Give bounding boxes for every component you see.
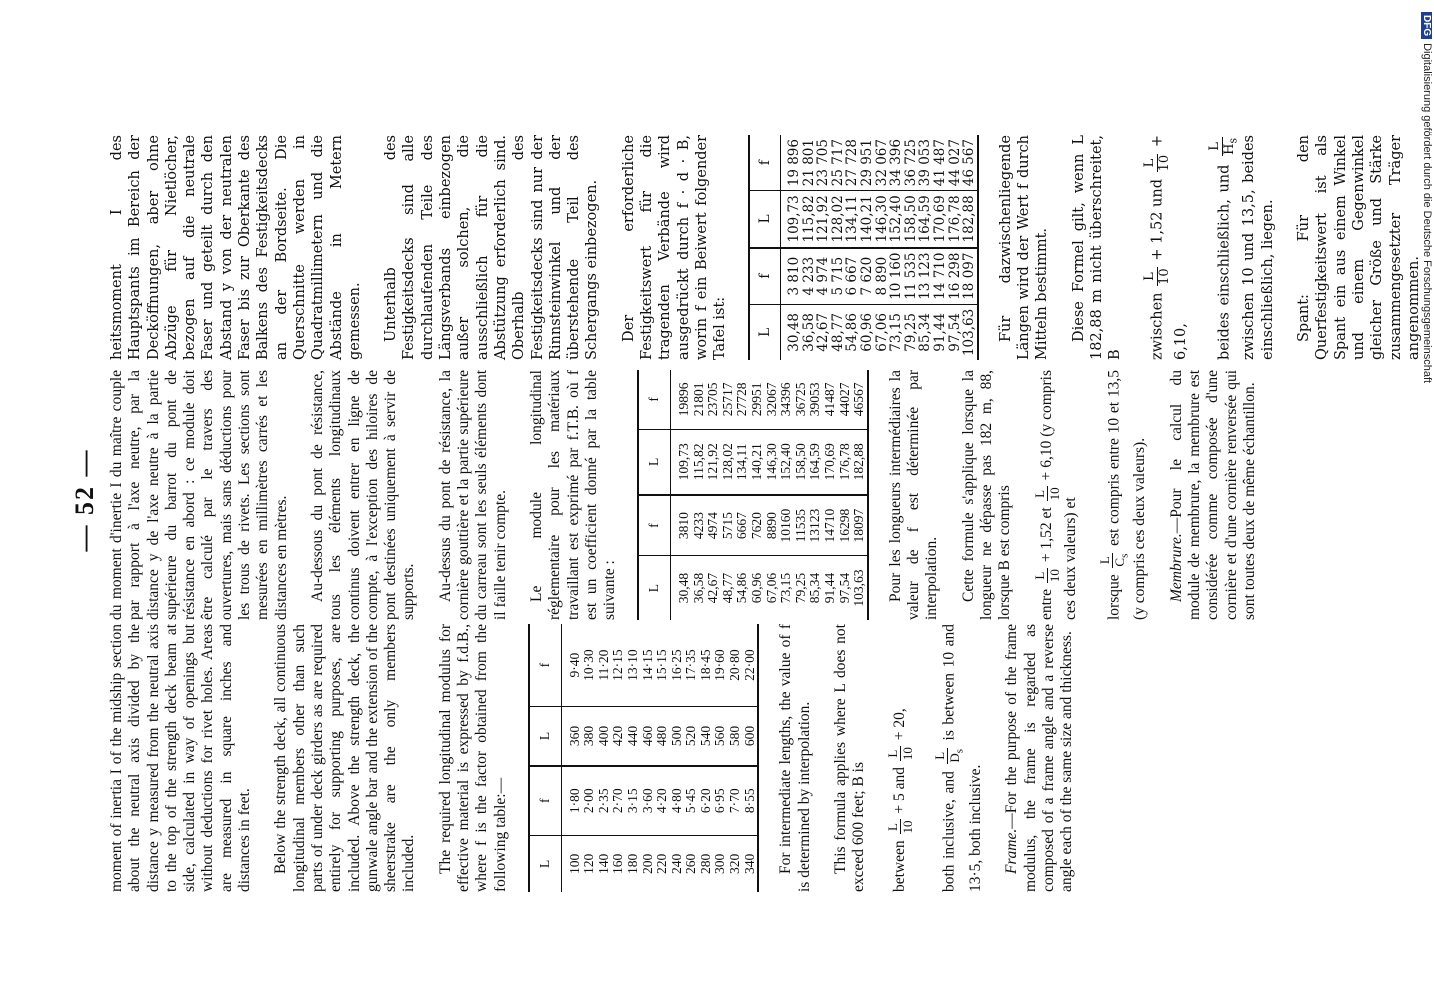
fraction-L-over-Ds: L $D_s$	[932, 749, 967, 763]
cell-L: 500	[670, 707, 685, 766]
cell-L: 134,11	[735, 429, 750, 495]
cell-f: 27728	[735, 370, 750, 429]
table-row	[904, 135, 919, 360]
cell-f: 12·15	[611, 624, 626, 707]
cell-f: 10·30	[582, 624, 597, 707]
cell-L: 109,73	[781, 191, 802, 248]
en-formula-1	[886, 624, 915, 892]
cell-f: 15·15	[655, 624, 670, 707]
cell-L: 176,78	[838, 429, 853, 495]
table-row	[611, 624, 626, 892]
cell-f: 16·25	[670, 624, 685, 707]
cell-L: 152,40	[889, 191, 904, 248]
cell-L: 580	[728, 707, 743, 766]
cell-f: 3 810	[781, 248, 802, 305]
spant-heading: Spant:	[1296, 294, 1313, 342]
fraction-L-over-10: L 10	[885, 747, 916, 761]
cell-f: 7·70	[728, 766, 743, 835]
cell-f: 5715	[721, 495, 736, 556]
cell-f: 44027	[838, 370, 853, 429]
cell-f: 2·00	[582, 766, 597, 835]
cell-L: 200	[639, 853, 655, 874]
cell-f: 6·95	[713, 766, 728, 835]
en-frame-paragraph: Frame.—For the purpose of the frame modulus, the frame is regarded as composed of a frame angle and a reverse angle each of the same size and thickness.	[1003, 624, 1076, 892]
cell-f: 8·55	[743, 766, 759, 835]
cell-L: 240	[668, 853, 684, 874]
de-formula-1	[1143, 135, 1190, 360]
cell-L: 30,48	[676, 572, 692, 604]
table-row	[561, 624, 582, 892]
cell-f: 29951	[750, 370, 765, 429]
cell-L: 260	[683, 853, 699, 874]
de-paragraph-5: Diese Formel gilt, wenn L 182,88 m nicht überschreitet, B	[1070, 135, 1124, 360]
cell-f: 11·20	[597, 624, 612, 707]
table-header-L: L	[638, 429, 670, 495]
cell-f: 8890	[765, 495, 780, 556]
cell-f: 32 067	[875, 135, 890, 191]
cell-L: 48,77	[829, 313, 846, 352]
cell-L: 540	[699, 707, 714, 766]
cell-L: 91,44	[821, 572, 837, 604]
cell-f: 19896	[671, 370, 692, 429]
cell-f: 18·45	[699, 624, 714, 707]
cell-f: 20·80	[728, 624, 743, 707]
table-header-L: L	[529, 707, 561, 766]
cell-L: 146,30	[875, 191, 890, 248]
fr-paragraph-6: Cette formule s'applique lorsque la longueur ne dépasse pas 182 m, 88, lorsque B est compris	[959, 370, 1014, 620]
table-row	[750, 370, 765, 620]
credit-text: Digitalisierung gefördert durch die Deutsche Forschungsgemeinschaft	[1421, 43, 1433, 384]
table-header-f: f	[749, 248, 781, 305]
cell-f: 6 667	[845, 248, 860, 305]
cell-f: 36725	[794, 370, 809, 429]
cell-f: 19·60	[713, 624, 728, 707]
cell-f: 21801	[692, 370, 707, 429]
cell-L: 140	[595, 853, 611, 874]
table-row	[852, 370, 868, 620]
table-row	[838, 370, 853, 620]
cell-f: 7 620	[860, 248, 875, 305]
table-row	[582, 624, 597, 892]
cell-L: 170,69	[823, 429, 838, 495]
formula-text: + 1,52 und	[1149, 178, 1166, 261]
table-header-L: L	[529, 835, 561, 892]
cell-L: 42,67	[815, 313, 832, 352]
cell-f: 19 896	[781, 135, 802, 191]
cell-L: 67,06	[763, 572, 779, 604]
cell-f: 34396	[779, 370, 794, 429]
cell-L: 520	[684, 707, 699, 766]
cell-f: 4·80	[670, 766, 685, 835]
cell-L: 97,54	[836, 572, 852, 604]
cell-L: 220	[654, 853, 670, 874]
cell-L: 140,21	[860, 191, 875, 248]
fraction-L-over-Hs: L $H_s$	[1206, 137, 1240, 155]
formula-text: + 1,52 et	[1037, 507, 1055, 563]
cell-L: 128,02	[831, 191, 846, 248]
cell-f: 3810	[671, 495, 692, 556]
de-paragraph-4: Für dazwischenliegende Längen wird der Wert f durch Mitteln bestimmt.	[997, 135, 1051, 360]
cell-f: 9·40	[561, 624, 582, 707]
frame-heading: Frame.	[1003, 828, 1021, 874]
table-row	[721, 370, 736, 620]
formula-text: zwischen 10 und 13,5, beides einschließlich, liegen.	[1241, 135, 1276, 360]
formula-text: + 6,10 (y compris ces deux valeurs) et	[1037, 369, 1079, 620]
fr-paragraph-5: Pour les longueurs intermédiaires la valeur de f est déterminée par interpolation.	[886, 370, 941, 620]
cell-L: 115,82	[692, 429, 707, 495]
cell-L: 103,63	[851, 569, 867, 607]
cell-L: 36,58	[800, 313, 817, 352]
cell-L: 121,92	[816, 191, 831, 248]
cell-f: 13123	[808, 495, 823, 556]
table-row	[699, 624, 714, 892]
fraction-L-over-10: L 10	[1141, 154, 1172, 172]
table-row	[670, 624, 685, 892]
de-paragraph-2: Unterhalb des Festigkeitsdecks sind alle durchlaufenden Teile des Längsverbands einbezogen außer solchen, die ausschließlich für die Abstützung erforderlich sind. Oberhalb des Festigkeitsdecks sind nur der Rinnsteinwinkel und der überstehende Teil des Schergangs einbezogen.	[383, 135, 601, 360]
french-column	[108, 370, 1277, 620]
dfg-logo: DFG	[1421, 12, 1432, 39]
page-number: — 52 —	[70, 448, 99, 552]
cell-f: 18097	[852, 495, 868, 556]
fraction-L-over-Cs: L $C_s$	[1096, 553, 1131, 567]
table-row	[948, 135, 963, 360]
fraction-L-over-10: L 10	[1031, 487, 1062, 501]
cell-f: 39053	[808, 370, 823, 429]
cell-f: 5 715	[831, 248, 846, 305]
cell-f: 4 233	[802, 248, 817, 305]
cell-f: 16298	[838, 495, 853, 556]
table-row	[808, 370, 823, 620]
en-paragraph-4: For intermediate lengths, the value of f is determined by interpolation.	[777, 624, 813, 892]
table-row	[626, 624, 641, 892]
formula-text: zwischen	[1149, 292, 1166, 360]
fr-formula-1	[1033, 370, 1080, 620]
cell-f: 21 801	[802, 135, 817, 191]
table-row	[831, 135, 846, 360]
cell-L: 560	[713, 707, 728, 766]
cell-L: 128,02	[721, 429, 736, 495]
table-header-f: f	[638, 370, 670, 429]
fr-paragraph-2: Au-dessous du pont de résistance, tous les éléments longitudinaux continus doivent entrer en ligne de compte, à l'exception des hiloires de pont destinées uniquement à servir de supports.	[308, 370, 418, 620]
table-row	[816, 135, 831, 360]
en-paragraph-3: The required longitudinal modulus for effective material is expressed by f.d.B., where f is the factor obtained from the following table:—	[436, 624, 509, 892]
table-row	[743, 624, 759, 892]
cell-f: 25717	[721, 370, 736, 429]
cell-f: 23 705	[816, 135, 831, 191]
cell-f: 4233	[692, 495, 707, 556]
table-row	[597, 624, 612, 892]
cell-f: 13·10	[626, 624, 641, 707]
cell-L: 360	[561, 707, 582, 766]
cell-L: 79,25	[792, 572, 808, 604]
cell-L: 380	[582, 707, 597, 766]
cell-L: 85,34	[917, 313, 934, 352]
table-row	[962, 135, 978, 360]
cell-f: 29 951	[860, 135, 875, 191]
table-row	[684, 624, 699, 892]
formula-text: between	[891, 840, 909, 892]
cell-L: 300	[712, 853, 728, 874]
cell-L: 109,73	[671, 429, 692, 495]
cell-L: 480	[655, 707, 670, 766]
cell-L: 42,67	[705, 572, 721, 604]
table-row	[794, 370, 809, 620]
cell-L: 91,44	[932, 313, 949, 352]
cell-f: 16 298	[948, 248, 963, 305]
metric-factor-table-fr	[637, 370, 868, 620]
formula-text: is between 10 and 13·5, both inclusive.	[940, 623, 985, 892]
en-paragraph-1: moment of inertia I of the midship section about the neutral axis divided by the distance y measured from the neutral axis to the top of the strength deck beam at side, calculated in way of openings but without deductions for rivet holes. Areas are measured in square inches and distances in feet.	[108, 624, 254, 892]
cell-L: 460	[641, 707, 656, 766]
table-header-f: f	[529, 766, 561, 835]
digitization-credit-sidebar	[1415, 0, 1434, 1000]
cell-f: 11535	[794, 495, 809, 556]
cell-f: 10160	[779, 495, 794, 556]
table-row	[918, 135, 933, 360]
en-paragraph-2: Below the strength deck, all continuous longitudinal members other than such parts of under deck girders as are required entirely for supporting purposes, are included. Above the strength deck, the gunwale angle bar and the extension of the sheerstrake are the only members included.	[272, 624, 418, 892]
cell-f: 5·45	[684, 766, 699, 835]
de-paragraph-3: Der erforderliche Festigkeitswert für die tragenden Verbände wird ausgedrückt durch f · d · B, worin f ein Beiwert folgender Tafel ist:	[620, 135, 729, 360]
cell-L: 440	[626, 707, 641, 766]
cell-f: 10 160	[889, 248, 904, 305]
cell-f: 46 567	[962, 135, 978, 191]
cell-f: 36 725	[904, 135, 919, 191]
cell-f: 41 487	[933, 135, 948, 191]
de-paragraph-1: heitsmoment I des Hauptspants im Bereich der Decköffnungen, aber ohne Abzüge für Nietlöcher, bezogen auf die neutrale Faser und geteilt durch den Abstand y von der neutralen Faser bis zur Oberkante des Balkens des Festigkeitsdecks an der Bordseite. Die Querschnitte werden in Quadratmillimetern und die Abstände in Metern gemessen.	[109, 135, 363, 360]
table-row	[765, 370, 780, 620]
cell-f: 44 027	[948, 135, 963, 191]
cell-f: 18 097	[962, 248, 978, 305]
cell-f: 4 974	[816, 248, 831, 305]
cell-L: 79,25	[902, 313, 919, 352]
table-row	[933, 135, 948, 360]
table-row	[728, 624, 743, 892]
cell-L: 134,11	[845, 191, 860, 248]
cell-L: 103,63	[961, 308, 978, 357]
cell-f: 46567	[852, 370, 868, 429]
cell-L: 67,06	[873, 313, 890, 352]
cell-L: 182,88	[962, 191, 978, 248]
fr-paragraph-3: Au-dessus du pont de résistance, la cornière gouttière et la partie supérieure du carreau sont les seuls éléments dont il faille tenir compte.	[436, 370, 509, 620]
cell-L: 73,15	[888, 313, 905, 352]
cell-f: 6·20	[699, 766, 714, 835]
cell-L: 140,21	[750, 429, 765, 495]
cell-L: 60,96	[748, 572, 764, 604]
cell-L: 100	[566, 853, 582, 874]
cell-f: 22·00	[743, 624, 759, 707]
cell-f: 8 890	[875, 248, 890, 305]
cell-L: 152,40	[779, 429, 794, 495]
cell-f: 4·20	[655, 766, 670, 835]
cell-L: 158,50	[794, 429, 809, 495]
cell-L: 54,86	[844, 313, 861, 352]
cell-f: 41487	[823, 370, 838, 429]
english-column	[108, 624, 1095, 892]
table-row	[802, 135, 817, 360]
cell-L: 60,96	[859, 313, 876, 352]
cell-f: 23705	[706, 370, 721, 429]
fraction-L-over-10: L 10	[885, 820, 916, 834]
cell-L: 600	[743, 707, 759, 766]
table-header-f: f	[749, 135, 781, 191]
cell-f: 14710	[823, 495, 838, 556]
cell-L: 73,15	[778, 572, 794, 604]
cell-L: 158,50	[904, 191, 919, 248]
cell-L: 121,92	[706, 429, 721, 495]
formula-text: lorsque	[1105, 574, 1123, 620]
membrure-heading: Membrure.	[1167, 533, 1185, 602]
cell-L: 36,58	[690, 572, 706, 604]
fr-membrure-paragraph: Membrure.—Pour le calcul du module de membrure, la membrure est considérée comme composée d'une cornière et d'une cornière renversée qui sont toutes deux de même échantillon.	[1167, 370, 1258, 620]
fraction-L-over-10: L 10	[1141, 268, 1172, 285]
cell-L: 164,59	[808, 429, 823, 495]
table-row	[735, 370, 750, 620]
cell-L: 170,69	[933, 191, 948, 248]
cell-f: 1·80	[561, 766, 582, 835]
table-row	[655, 624, 670, 892]
fr-paragraph-1: du moment d'inertie I du maître couple par rapport à l'axe neutre, par la distance y de l'axe neutre à la partie supérieure du barrot du pont de résistance en abord : ce module doit être calculé par le travers des ouvertures, mais sans déductions pour les trous de rivets. Les sections sont mesurées en millimètres carrés et les distances en mètres.	[108, 370, 290, 620]
en-formula-2	[933, 624, 985, 892]
cell-L: 400	[597, 707, 612, 766]
cell-L: 180	[624, 853, 640, 874]
table-header-L: L	[749, 304, 781, 360]
table-header-f: f	[638, 495, 670, 556]
table-header-f: f	[529, 624, 561, 707]
cell-f: 34 396	[889, 135, 904, 191]
cell-f: 4974	[706, 495, 721, 556]
cell-f: 3·60	[641, 766, 656, 835]
german-column	[108, 135, 1434, 360]
cell-L: 280	[697, 853, 713, 874]
table-row	[823, 370, 838, 620]
formula-text: est compris entre 10 et 13,5 (y compris ces deux valeurs).	[1105, 369, 1149, 620]
cell-f: 39 053	[918, 135, 933, 191]
metric-factor-table-de	[748, 135, 979, 360]
table-row	[781, 135, 802, 360]
table-row	[641, 624, 656, 892]
table-row	[860, 135, 875, 360]
formula-text: + 20,	[891, 708, 909, 741]
cell-f: 3·15	[626, 766, 641, 835]
cell-f: 17·35	[684, 624, 699, 707]
formula-text: both inclusive, and	[940, 771, 958, 892]
en-paragraph-5: This formula applies where L does not exceed 600 feet; B is	[831, 624, 868, 892]
cell-f: 27 728	[845, 135, 860, 191]
formula-text: beides einschließlich, und	[1216, 164, 1233, 360]
cell-f: 13 123	[918, 248, 933, 305]
fr-formula-2	[1098, 370, 1150, 620]
fraction-L-over-10: L 10	[1031, 569, 1062, 583]
cell-f: 7620	[750, 495, 765, 556]
cell-f: 14·15	[641, 624, 656, 707]
table-row	[713, 624, 728, 892]
table-row	[671, 370, 692, 620]
cell-f: 32067	[765, 370, 780, 429]
cell-L: 30,48	[786, 313, 803, 352]
formula-text: + 6,10,	[1149, 135, 1189, 360]
table-row	[889, 135, 904, 360]
table-row	[845, 135, 860, 360]
cell-L: 164,59	[918, 191, 933, 248]
cell-L: 160	[610, 853, 626, 874]
cell-f: 2·35	[597, 766, 612, 835]
table-header-L: L	[638, 556, 670, 620]
table-row	[779, 370, 794, 620]
cell-f: 6667	[735, 495, 750, 556]
table-row	[706, 370, 721, 620]
cell-L: 97,54	[946, 313, 963, 352]
cell-L: 48,77	[719, 572, 735, 604]
cell-L: 85,34	[807, 572, 823, 604]
fr-paragraph-4: Le module longitudinal réglementaire pour les matériaux travaillant est exprimé par f.T.B. où f est un coefficient donné par la table suivante :	[527, 370, 619, 620]
de-formula-2	[1208, 135, 1277, 360]
cell-L: 176,78	[948, 191, 963, 248]
cell-f: 2·70	[611, 766, 626, 835]
formula-text: + 5 and	[891, 766, 909, 814]
imperial-factor-table	[528, 624, 759, 892]
cell-L: 115,82	[802, 191, 817, 248]
cell-L: 420	[611, 707, 626, 766]
table-header-L: L	[749, 191, 781, 248]
cell-L: 54,86	[734, 572, 750, 604]
cell-L: 146,30	[765, 429, 780, 495]
cell-f: 25 717	[831, 135, 846, 191]
cell-L: 182,88	[852, 429, 868, 495]
cell-f: 14 710	[933, 248, 948, 305]
de-spant-paragraph: Spant: Für den Querfestigkeitswert ist als Spant ein aus einem Winkel und einem Gegenwinkel gleicher Größe und Stärke zusammengesetzter Träger angenommen.	[1296, 135, 1422, 360]
formula-text: entre	[1037, 589, 1055, 620]
table-row	[692, 370, 707, 620]
cell-L: 340	[741, 853, 757, 874]
cell-L: 320	[727, 853, 743, 874]
table-row	[875, 135, 890, 360]
cell-f: 11 535	[904, 248, 919, 305]
cell-L: 120	[581, 853, 597, 874]
